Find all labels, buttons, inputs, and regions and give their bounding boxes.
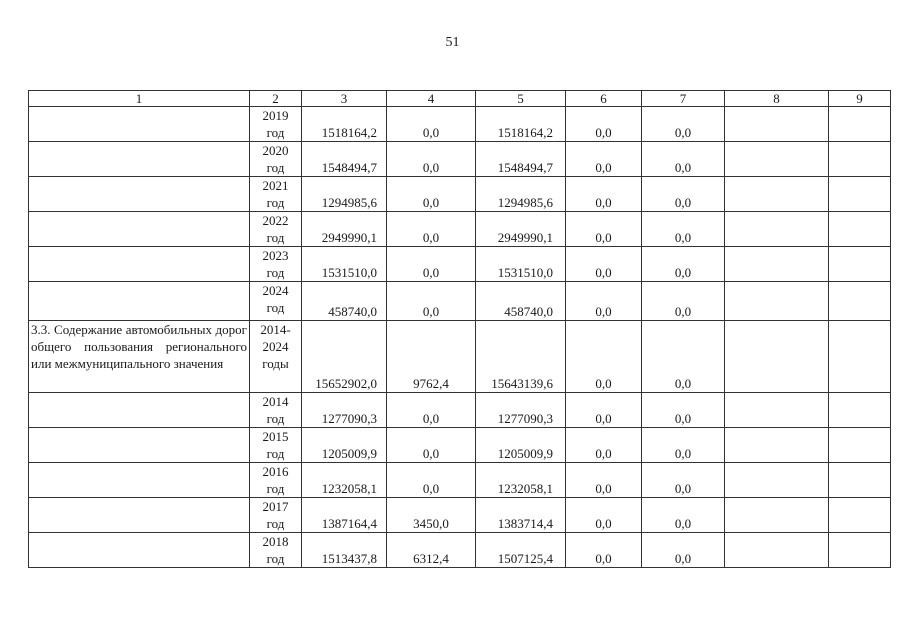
header-cell: 5 xyxy=(476,91,566,107)
page-number: 51 xyxy=(445,35,460,50)
period-cell xyxy=(250,142,302,177)
value-cell-c5: 1232058,1 xyxy=(476,463,566,498)
period-line: 2019 xyxy=(262,108,289,123)
value-cell-c4: 0,0 xyxy=(387,463,476,498)
value-cell-c7: 0,0 xyxy=(642,107,725,142)
value-cell-c4: 0,0 xyxy=(387,282,476,321)
value-cell-c9 xyxy=(829,428,891,463)
period-line: год xyxy=(266,481,285,496)
period-line: год xyxy=(266,125,285,140)
value-cell-c6: 0,0 xyxy=(566,463,642,498)
value-cell-c8 xyxy=(725,107,829,142)
period-line: 2014 xyxy=(262,394,289,409)
period-line: 2024 xyxy=(262,283,289,298)
value-cell-c3: 1513437,8 xyxy=(302,533,387,568)
row-name-cell xyxy=(29,142,250,177)
period-line: 2024 xyxy=(262,339,289,354)
value-cell-c3: 1232058,1 xyxy=(302,463,387,498)
value-cell-c8 xyxy=(725,321,829,393)
value-cell-c7: 0,0 xyxy=(642,142,725,177)
value-cell-c7: 0,0 xyxy=(642,177,725,212)
value-cell-c5: 2949990,1 xyxy=(476,212,566,247)
value-cell-c7: 0,0 xyxy=(642,282,725,321)
row-name-cell xyxy=(29,533,250,568)
period-cell xyxy=(250,533,302,568)
value-cell-c4: 9762,4 xyxy=(387,321,476,393)
value-cell-c8 xyxy=(725,498,829,533)
header-cell: 6 xyxy=(566,91,642,107)
period-line: 2022 xyxy=(262,213,289,228)
value-cell-c8 xyxy=(725,177,829,212)
value-cell-c9 xyxy=(829,142,891,177)
header-cell: 9 xyxy=(829,91,891,107)
table-row xyxy=(29,393,891,428)
value-cell-c4: 6312,4 xyxy=(387,533,476,568)
value-cell-c8 xyxy=(725,428,829,463)
value-cell-c9 xyxy=(829,498,891,533)
period-line: 2014- xyxy=(260,322,291,337)
value-cell-c8 xyxy=(725,393,829,428)
value-cell-c3: 15652902,0 xyxy=(302,321,387,393)
row-name-cell xyxy=(29,212,250,247)
value-cell-c8 xyxy=(725,463,829,498)
row-name-cell xyxy=(29,428,250,463)
row-name-cell xyxy=(29,247,250,282)
period-line: год xyxy=(266,446,285,461)
value-cell-c6: 0,0 xyxy=(566,533,642,568)
period-cell xyxy=(250,498,302,533)
period-cell xyxy=(250,177,302,212)
value-cell-c9 xyxy=(829,177,891,212)
budget-table xyxy=(28,90,891,568)
value-cell-c7: 0,0 xyxy=(642,321,725,393)
value-cell-c9 xyxy=(829,533,891,568)
row-name-cell xyxy=(29,107,250,142)
value-cell-c3: 1205009,9 xyxy=(302,428,387,463)
period-line: 2021 xyxy=(262,178,289,193)
header-row xyxy=(29,91,891,107)
value-cell-c4: 0,0 xyxy=(387,428,476,463)
value-cell-c4: 3450,0 xyxy=(387,498,476,533)
value-cell-c6: 0,0 xyxy=(566,247,642,282)
value-cell-c4: 0,0 xyxy=(387,107,476,142)
value-cell-c5: 1518164,2 xyxy=(476,107,566,142)
value-cell-c9 xyxy=(829,321,891,393)
value-cell-c5: 1383714,4 xyxy=(476,498,566,533)
value-cell-c3: 1518164,2 xyxy=(302,107,387,142)
table-row xyxy=(29,321,891,393)
period-line: годы xyxy=(262,356,289,371)
value-cell-c6: 0,0 xyxy=(566,107,642,142)
period-line: 2017 xyxy=(262,499,289,514)
header-cell: 7 xyxy=(642,91,725,107)
header-cell: 2 xyxy=(250,91,302,107)
value-cell-c5: 1531510,0 xyxy=(476,247,566,282)
row-name-cell: 3.3. Содержание автомобильных дорог общего пользования регионального или межмуниципального значения xyxy=(29,321,250,393)
header-cell: 3 xyxy=(302,91,387,107)
period-cell xyxy=(250,463,302,498)
value-cell-c7: 0,0 xyxy=(642,393,725,428)
value-cell-c3: 1548494,7 xyxy=(302,142,387,177)
value-cell-c3: 1531510,0 xyxy=(302,247,387,282)
table-row xyxy=(29,533,891,568)
value-cell-c5: 15643139,6 xyxy=(476,321,566,393)
value-cell-c8 xyxy=(725,212,829,247)
row-name-cell xyxy=(29,393,250,428)
value-cell-c7: 0,0 xyxy=(642,247,725,282)
value-cell-c5: 1205009,9 xyxy=(476,428,566,463)
value-cell-c4: 0,0 xyxy=(387,393,476,428)
period-line: 2020 xyxy=(262,143,289,158)
value-cell-c9 xyxy=(829,247,891,282)
value-cell-c4: 0,0 xyxy=(387,247,476,282)
table-row xyxy=(29,282,891,321)
value-cell-c6: 0,0 xyxy=(566,212,642,247)
value-cell-c8 xyxy=(725,142,829,177)
period-cell xyxy=(250,428,302,463)
value-cell-c3: 1277090,3 xyxy=(302,393,387,428)
period-line: год xyxy=(266,265,285,280)
row-name-cell xyxy=(29,282,250,321)
value-cell-c5: 1277090,3 xyxy=(476,393,566,428)
period-line: год xyxy=(266,300,285,315)
period-cell xyxy=(250,212,302,247)
value-cell-c3: 1294985,6 xyxy=(302,177,387,212)
period-cell xyxy=(250,247,302,282)
value-cell-c3: 458740,0 xyxy=(302,282,387,321)
table-row xyxy=(29,463,891,498)
period-cell xyxy=(250,282,302,321)
period-line: год xyxy=(266,195,285,210)
table-row xyxy=(29,107,891,142)
period-line: 2015 xyxy=(262,429,289,444)
row-name-cell xyxy=(29,463,250,498)
header-cell: 4 xyxy=(387,91,476,107)
value-cell-c4: 0,0 xyxy=(387,212,476,247)
value-cell-c6: 0,0 xyxy=(566,142,642,177)
period-line: год xyxy=(266,230,285,245)
value-cell-c4: 0,0 xyxy=(387,142,476,177)
value-cell-c6: 0,0 xyxy=(566,498,642,533)
value-cell-c8 xyxy=(725,247,829,282)
period-cell xyxy=(250,107,302,142)
table-row xyxy=(29,142,891,177)
period-line: 2023 xyxy=(262,248,289,263)
value-cell-c5: 1507125,4 xyxy=(476,533,566,568)
row-name-cell xyxy=(29,177,250,212)
value-cell-c6: 0,0 xyxy=(566,282,642,321)
period-line: 2018 xyxy=(262,534,289,549)
period-line: 2016 xyxy=(262,464,289,479)
value-cell-c6: 0,0 xyxy=(566,177,642,212)
table-row xyxy=(29,212,891,247)
period-line: год xyxy=(266,516,285,531)
period-cell xyxy=(250,321,302,393)
value-cell-c9 xyxy=(829,393,891,428)
table-row xyxy=(29,177,891,212)
value-cell-c7: 0,0 xyxy=(642,428,725,463)
value-cell-c3: 2949990,1 xyxy=(302,212,387,247)
value-cell-c9 xyxy=(829,212,891,247)
table-row xyxy=(29,498,891,533)
value-cell-c6: 0,0 xyxy=(566,321,642,393)
period-cell xyxy=(250,393,302,428)
table-body xyxy=(29,107,891,568)
value-cell-c9 xyxy=(829,463,891,498)
period-line: год xyxy=(266,411,285,426)
period-line: год xyxy=(266,551,285,566)
period-line: год xyxy=(266,160,285,175)
value-cell-c5: 1548494,7 xyxy=(476,142,566,177)
value-cell-c6: 0,0 xyxy=(566,428,642,463)
value-cell-c5: 458740,0 xyxy=(476,282,566,321)
value-cell-c6: 0,0 xyxy=(566,393,642,428)
value-cell-c7: 0,0 xyxy=(642,498,725,533)
value-cell-c9 xyxy=(829,107,891,142)
table-row xyxy=(29,247,891,282)
value-cell-c4: 0,0 xyxy=(387,177,476,212)
row-name-cell xyxy=(29,498,250,533)
value-cell-c7: 0,0 xyxy=(642,533,725,568)
value-cell-c8 xyxy=(725,282,829,321)
value-cell-c7: 0,0 xyxy=(642,212,725,247)
header-cell: 1 xyxy=(29,91,250,107)
table-row xyxy=(29,428,891,463)
header-cell: 8 xyxy=(725,91,829,107)
value-cell-c5: 1294985,6 xyxy=(476,177,566,212)
value-cell-c8 xyxy=(725,533,829,568)
value-cell-c3: 1387164,4 xyxy=(302,498,387,533)
value-cell-c9 xyxy=(829,282,891,321)
value-cell-c7: 0,0 xyxy=(642,463,725,498)
